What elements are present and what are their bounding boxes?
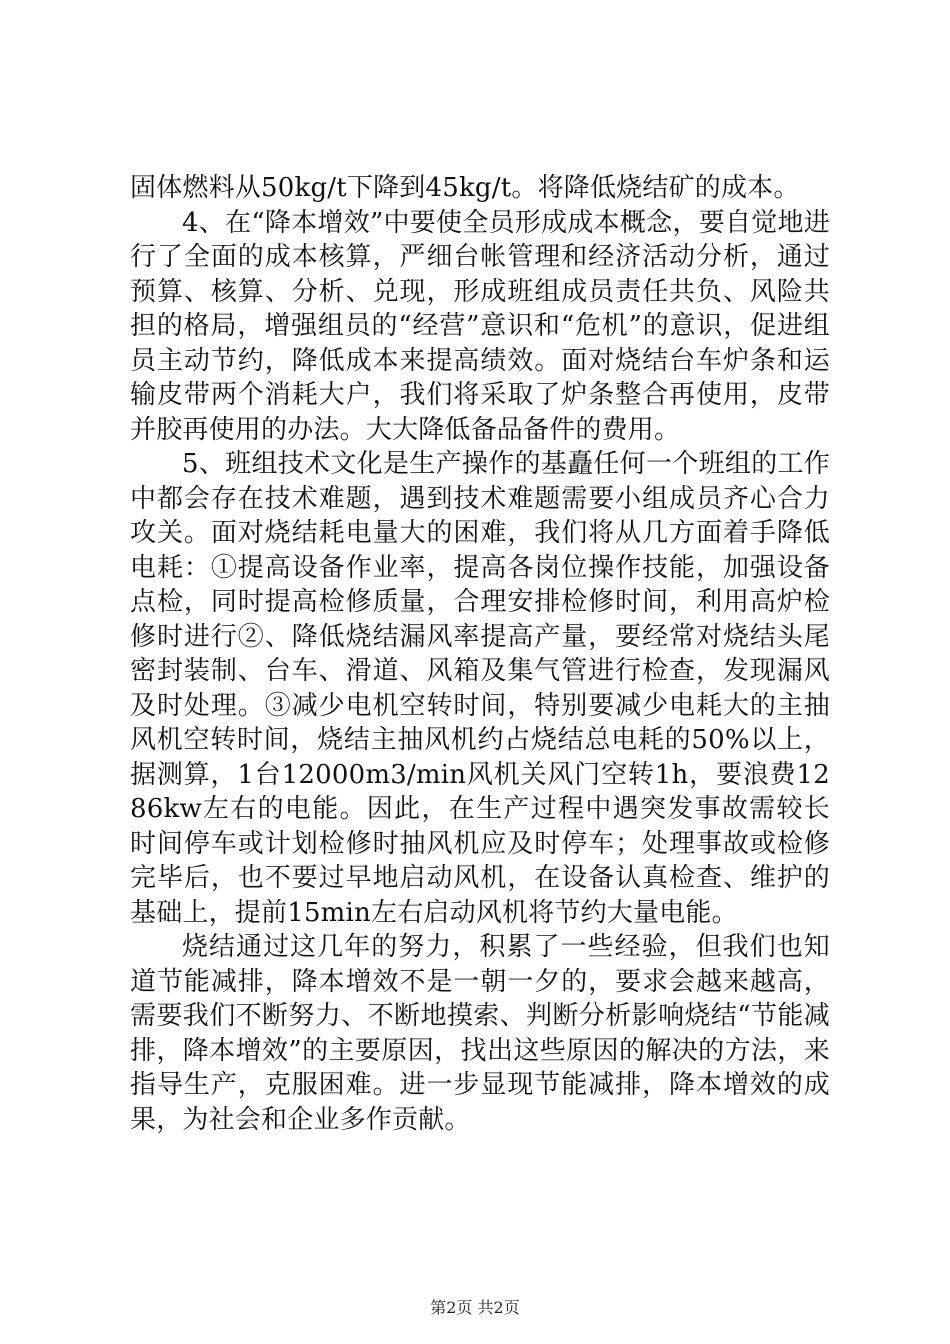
paragraph-conclusion: 烧结通过这几年的努力，积累了一些经验，但我们也知道节能减排，降本增效不是一朝一夕的，要求会越来越高，需要我们不断努力、不断地摸索、判断分析影响烧结“节能减排，降本增效”的主要原因，找出这些原因的解决的方法，来指导生产，克服困难。进一步显现节能减排，降本增效的成果，为社会和企业多作贡献。 bbox=[130, 932, 830, 1135]
document-body bbox=[130, 171, 830, 1137]
page-number-footer: 第2页 共2页 bbox=[430, 1298, 520, 1317]
paragraph-continuation: 固体燃料从50kg/t下降到45kg/t。将降低烧结矿的成本。 bbox=[130, 173, 800, 203]
paragraph-item-4: 4、在“降本增效”中要使全员形成成本概念，要自觉地进行了全面的成本核算，严细台帐管理和经济活动分析，通过预算、核算、分析、兑现，形成班组成员责任共负、风险共担的格局，增强组员的“经营”意识和“危机”的意识，促进组员主动节约，降低成本来提高绩效。面对烧结台车炉条和运输皮带两个消耗大户，我们将采取了炉条整合再使用，皮带并胶再使用的办法。大大降低备品备件的费用。 bbox=[130, 207, 830, 445]
paragraph-item-5: 5、班组技术文化是生产操作的基矗任何一个班组的工作中都会存在技术难题，遇到技术难题需要小组成员齐心合力攻关。面对烧结耗电量大的困难，我们将从几方面着手降低电耗：①提高设备作业率，提高各岗位操作技能，加强设备点检，同时提高检修质量，合理安排检修时间，利用高炉检修时进行②、降低烧结漏风率提高产量，要经常对烧结头尾密封装制、台车、滑道、风箱及集气管进行检查，发现漏风及时处理。③减少电机空转时间，特别要减少电耗大的主抽风机空转时间，烧结主抽风机约占烧结总电耗的50%以上，据测算，1台12000m3/min风机关风门空转1h，要浪费1286kw左右的电能。因此，在生产过程中遇突发事故需较长时间停车或计划检修时抽风机应及时停车；处理事故或检修完毕后，也不要过早地启动风机，在设备认真检查、维护的基础上，提前15min左右启动风机将节约大量电能。 bbox=[130, 449, 830, 928]
